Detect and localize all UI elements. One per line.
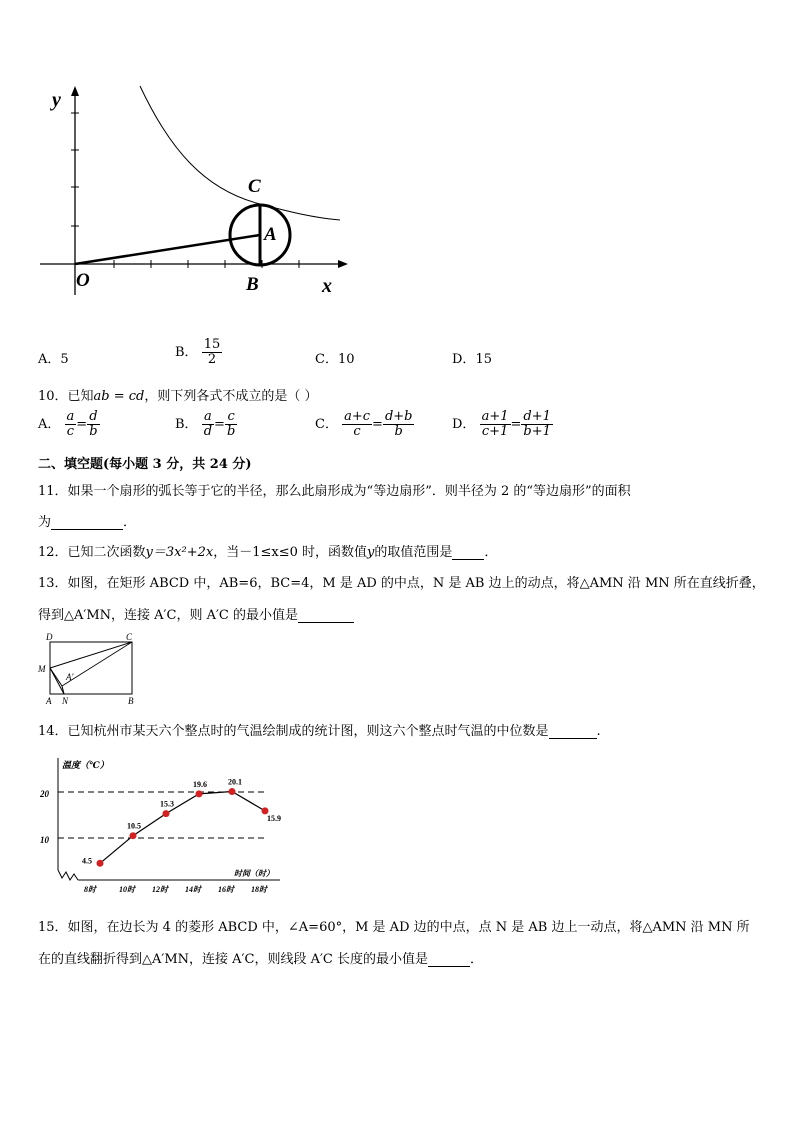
q10-option-d: D． $\frac{a+1}{c+1}$ = $\frac{d+1}{b+1}$: [452, 409, 551, 439]
fig13-label-aprime: A': [66, 672, 74, 682]
q12: 12．已知二次函数y＝3x²+2x，当－1≤x≤0 时，函数值y的取值范围是 ．: [38, 545, 498, 560]
fig13-label-m: M: [38, 664, 46, 674]
chart-ylabel: 温度（℃）: [62, 760, 109, 770]
q13-line2: 得到△A′MN，连接 A′C，则 A′C 的最小值是: [38, 604, 354, 623]
chart-point: [130, 832, 137, 839]
chart-x-tick-label: 10时: [119, 885, 135, 894]
fig13-label-d: D: [46, 632, 53, 642]
chart-data-label: 4.5: [82, 856, 92, 866]
fig1-y-label: y: [52, 89, 61, 111]
fig1-x-label: x: [322, 275, 332, 297]
chart-x-tick-label: 14时: [185, 885, 201, 894]
q10-stem: 10．已知ab = cd，则下列各式不成立的是（ ）: [38, 389, 318, 404]
q14: 14．已知杭州市某天六个整点时的气温绘制成的统计图，则这六个整点时气温的中位数是 .: [38, 724, 601, 739]
chart-data-label: 19.6: [193, 779, 207, 789]
q15-line2: 在的直线翻折得到△A′MN，连接 A′C，则线段 A′C 长度的最小值是 ．: [38, 952, 484, 967]
q9-option-d: D．15: [452, 352, 492, 367]
chart-data-label: 15.3: [160, 799, 174, 809]
chart-series-line: [100, 792, 265, 864]
q9-figure: [30, 80, 350, 300]
q11-line2: 为 ．: [38, 515, 137, 530]
fig1-o-label: O: [76, 270, 90, 291]
chart-xlabel: 时间（时）: [234, 869, 274, 878]
chart-data-label: 20.1: [228, 777, 242, 787]
fig13-label-c: C: [126, 632, 133, 642]
fig1-b-label: B: [246, 274, 259, 295]
section-heading: 二、填空题(每小题 3 分，共 24 分): [38, 457, 252, 472]
q9-option-b: B． $\frac{15}{2}$: [175, 337, 221, 367]
q10-option-a: A． $\frac{a}{c}$ = $\frac{d}{b}$: [38, 409, 98, 439]
temperature-chart: [34, 752, 294, 900]
fig1-a-label: A: [264, 224, 277, 245]
fig13-label-a: A: [46, 696, 52, 706]
chart-data-label: 10.5: [127, 821, 141, 831]
chart-point: [97, 860, 104, 867]
q15-line1: 15．如图，在边长为 4 的菱形 ABCD 中，∠A=60°，M 是 AD 边的中点，点 N 是 AB 边上一动点，将△AMN 沿 MN 所: [38, 920, 750, 935]
chart-point: [229, 788, 236, 795]
q9-option-c: C．10: [315, 352, 355, 367]
chart-point: [163, 810, 170, 817]
q10-option-c: C． $\frac{a+c}{c}$ = $\frac{d+b}{b}$: [315, 409, 413, 439]
q13-figure: [36, 632, 146, 708]
q10-option-b: B． $\frac{a}{d}$ = $\frac{c}{b}$: [175, 409, 236, 439]
q13-line1: 13．如图，在矩形 ABCD 中，AB=6，BC=4，M 是 AD 的中点，N 是 AB 边上的动点，将△AMN 沿 MN 所在直线折叠，: [38, 576, 765, 591]
chart-x-tick-label: 12时: [152, 885, 168, 894]
chart-ytick-10: 10: [40, 835, 49, 845]
chart-x-tick-label: 16时: [218, 885, 234, 894]
fig13-label-n: N: [62, 696, 69, 706]
q9-option-a: A．5: [38, 352, 69, 367]
chart-data-label: 15.9: [267, 813, 281, 823]
chart-point: [196, 790, 203, 797]
fig13-label-b: B: [128, 696, 134, 706]
chart-ytick-20: 20: [40, 789, 49, 799]
fig1-c-label: C: [248, 176, 261, 197]
chart-x-tick-label: 18时: [251, 885, 267, 894]
chart-x-tick-label: 8时: [84, 885, 96, 894]
q11-line1: 11．如果一个扇形的弧长等于它的半径，那么此扇形成为“等边扇形”．则半径为 2 的“等边扇形”的面积: [38, 484, 631, 499]
